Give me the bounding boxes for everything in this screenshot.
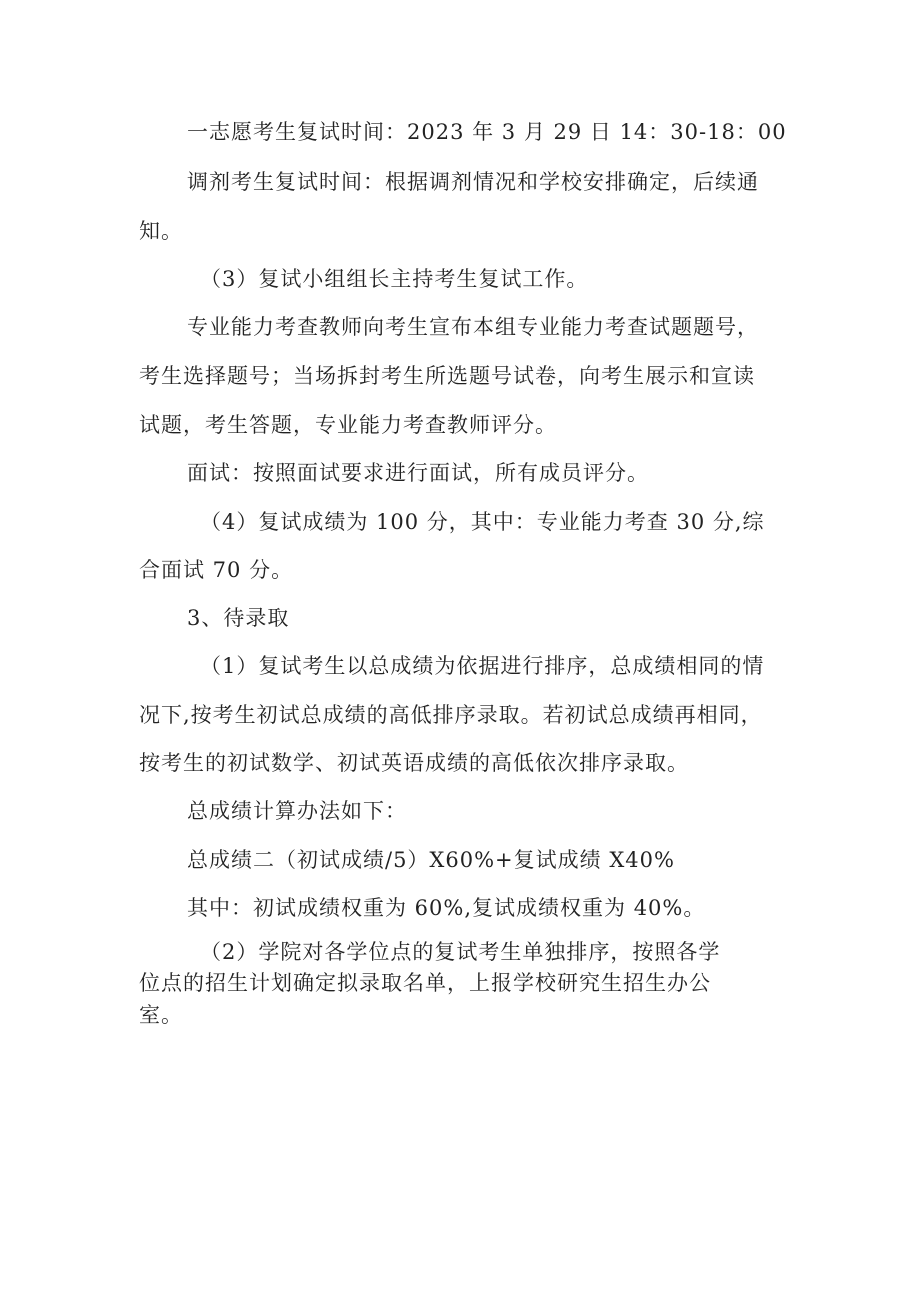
text-line: 总成绩计算办法如下：: [187, 799, 407, 823]
text-line: 其中：初试成绩权重为 60%,复试成绩权重为 40%。: [187, 896, 706, 920]
text-line: （4）复试成绩为 100 分，其中：专业能力考查 30 分,综: [200, 510, 765, 534]
text-line: 知。: [139, 219, 183, 243]
text-line: 一志愿考生复试时间：2023 年 3 月 29 日 14：30-18：00: [187, 120, 787, 144]
text-line: 调剂考生复试时间：根据调剂情况和学校安排确定，后续通: [187, 170, 759, 194]
text-line: 试题，考生答题，专业能力考查教师评分。: [139, 413, 557, 437]
text-line: 按考生的初试数学、初试英语成绩的高低依次排序录取。: [139, 751, 689, 775]
text-line: 室。: [139, 1003, 183, 1027]
text-line: （2）学院对各学位点的复试考生单独排序，按照各学: [200, 940, 721, 964]
section-heading: 3、待录取: [187, 606, 290, 630]
text-line: 位点的招生计划确定拟录取名单，上报学校研究生招生办公: [139, 971, 711, 995]
text-line: 考生选择题号；当场拆封考生所选题号试卷，向考生展示和宣读: [139, 364, 755, 388]
text-line: （1）复试考生以总成绩为依据进行排序，总成绩相同的情: [200, 654, 765, 678]
text-line: 况下,按考生初试总成绩的高低排序录取。若初试总成绩再相同，: [139, 703, 763, 727]
formula-line: 总成绩二（初试成绩/5）X60%+复试成绩 X40%: [187, 848, 675, 872]
text-line: （3）复试小组组长主持考生复试工作。: [200, 267, 589, 291]
text-line: 面试：按照面试要求进行面试，所有成员评分。: [187, 461, 649, 485]
text-line: 专业能力考查教师向考生宣布本组专业能力考查试题题号，: [187, 315, 759, 339]
text-line: 合面试 70 分。: [139, 558, 294, 582]
